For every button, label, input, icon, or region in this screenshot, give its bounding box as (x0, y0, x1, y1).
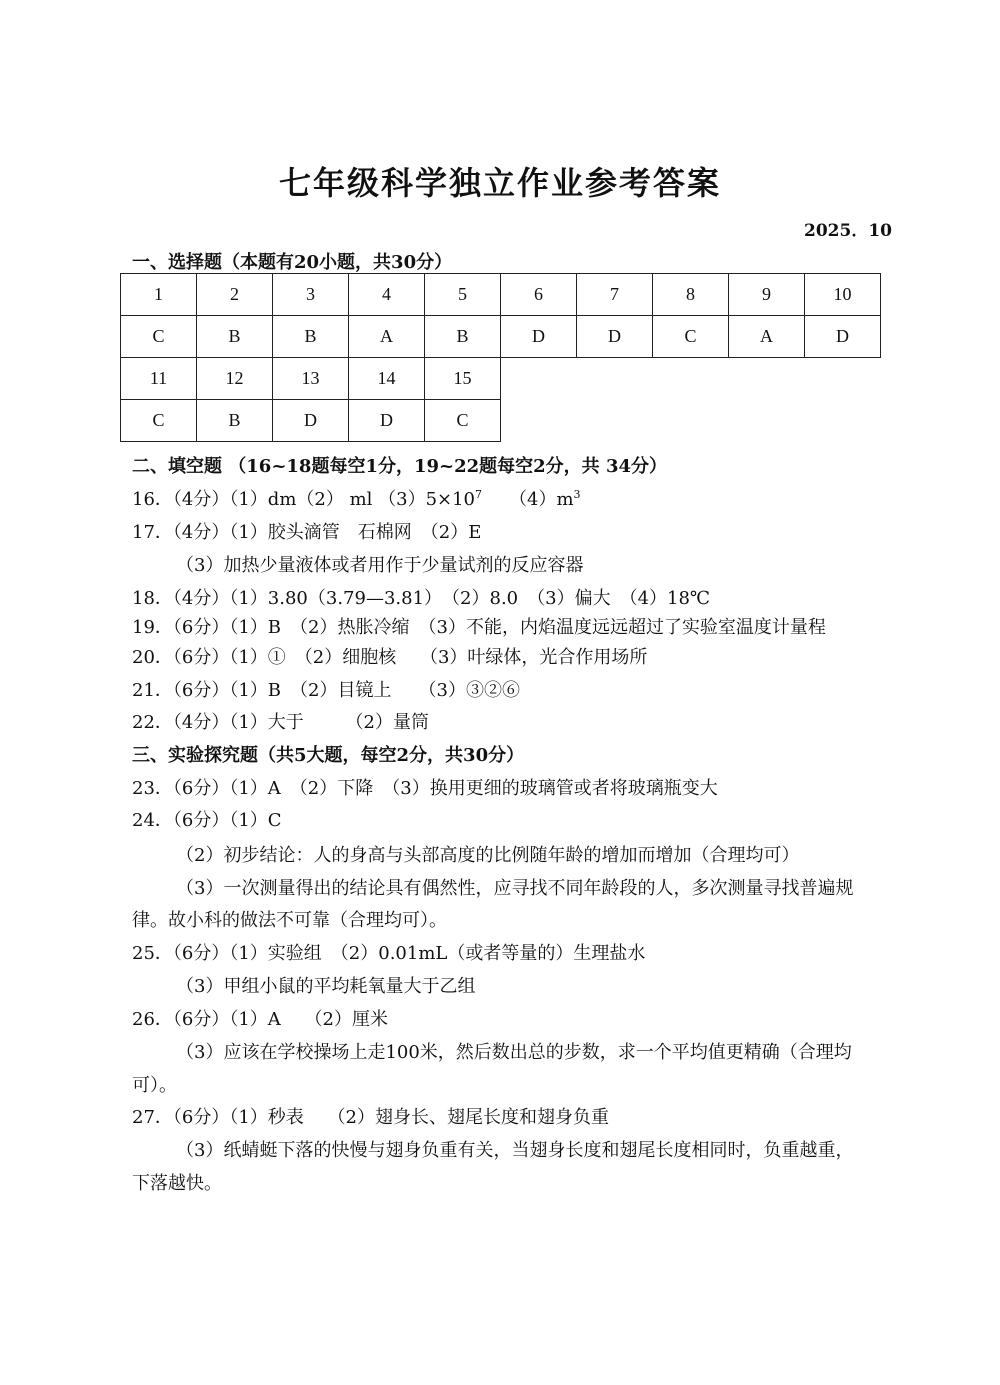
answer-23: 23．（6分）（1）A （2）下降 （3）换用更细的玻璃管或者将玻璃瓶变大 (132, 778, 718, 799)
table-row (121, 316, 881, 358)
answer-26-part3-cont: 可）。 (132, 1075, 177, 1096)
answer-19: 19．（6分）（1）B （2）热胀冷缩 （3）不能，内焰温度远远超过了实验室温度计量程 (132, 617, 826, 638)
question-number: 13 (273, 358, 349, 400)
answer-cell: D (577, 316, 653, 358)
answer-cell: A (729, 316, 805, 358)
answer-26: 26．（6分）（1）A （2）厘米 (132, 1009, 388, 1030)
answer-20: 20．（6分）（1）① （2）细胞核 （3）叶绿体，光合作用场所 (132, 647, 648, 668)
answer-cell: B (425, 316, 501, 358)
question-number: 11 (121, 358, 197, 400)
question-number: 1 (121, 274, 197, 316)
answer-cell: B (197, 316, 273, 358)
question-number: 9 (729, 274, 805, 316)
empty-cell (501, 358, 881, 442)
answer-17-part3: （3）加热少量液体或者用作于少量试剂的反应容器 (176, 555, 584, 576)
question-number: 8 (653, 274, 729, 316)
answer-27-part3: （3）纸蜻蜓下落的快慢与翅身负重有关，当翅身长度和翅尾长度相同时，负重越重， (176, 1140, 854, 1161)
question-number: 10 (805, 274, 881, 316)
question-number: 7 (577, 274, 653, 316)
question-number: 4 (349, 274, 425, 316)
answer-22: 22．（4分）（1）大于 （2）量筒 (132, 712, 429, 733)
answer-cell: C (425, 400, 501, 442)
answer-21: 21．（6分）（1）B （2）目镜上 （3）③②⑥ (132, 680, 520, 701)
answer-cell: C (121, 316, 197, 358)
question-number: 15 (425, 358, 501, 400)
unit-exponent: 3 (573, 488, 581, 501)
answer-cell: B (197, 400, 273, 442)
document-date: 2025．10 (804, 221, 892, 241)
answer-cell: D (273, 400, 349, 442)
page-title: 七年级科学独立作业参考答案 (278, 164, 721, 202)
question-number: 2 (197, 274, 273, 316)
answer-16 (132, 485, 581, 511)
answer-table (120, 273, 881, 442)
table-row (121, 274, 881, 316)
answer-16-unit: （4）m (482, 489, 574, 510)
answer-cell: A (349, 316, 425, 358)
answer-cell: B (273, 316, 349, 358)
answer-cell: D (349, 400, 425, 442)
question-number: 14 (349, 358, 425, 400)
answer-27-part3-cont: 下落越快。 (132, 1173, 222, 1194)
answer-16-text: 16．（4分）（1）dm（2） ml （3）5×10 (132, 489, 476, 510)
question-number: 12 (197, 358, 273, 400)
answer-27: 27．（6分）（1）秒表 （2）翅身长、翅尾长度和翅身负重 (132, 1107, 609, 1128)
answer-24: 24．（6分）（1）C (132, 810, 282, 831)
answer-cell: C (121, 400, 197, 442)
question-number: 5 (425, 274, 501, 316)
answer-cell: D (805, 316, 881, 358)
answer-24-part2: （2）初步结论：人的身高与头部高度的比例随年龄的增加而增加（合理均可） (176, 845, 800, 866)
answer-25-part3: （3）甲组小鼠的平均耗氧量大于乙组 (176, 976, 476, 997)
answer-26-part3: （3）应该在学校操场上走100米，然后数出总的步数，求一个平均值更精确（合理均 (176, 1042, 852, 1063)
answer-24-part3: （3）一次测量得出的结论具有偶然性，应寻找不同年龄段的人，多次测量寻找普遍规 (176, 878, 854, 899)
question-number: 6 (501, 274, 577, 316)
answer-cell: D (501, 316, 577, 358)
answer-cell: C (653, 316, 729, 358)
table-row (121, 358, 881, 400)
answer-25: 25．（6分）（1）实验组 （2）0.01mL（或者等量的）生理盐水 (132, 943, 646, 964)
answer-17: 17．（4分）（1）胶头滴管 石棉网 （2）E (132, 522, 482, 543)
question-number: 3 (273, 274, 349, 316)
section-2-heading: 二、填空题 （16~18题每空1分，19~22题每空2分，共 34分） (132, 456, 667, 477)
exponent: 7 (475, 488, 483, 501)
answer-24-part3-cont: 律。故小科的做法不可靠（合理均可）。 (132, 910, 447, 931)
answer-18: 18．（4分）（1）3.80（3.79—3.81） （2）8.0 （3）偏大 （4）18℃ (132, 588, 711, 609)
section-1-heading: 一、选择题（本题有20小题，共30分） (132, 252, 453, 273)
section-3-heading: 三、实验探究题（共5大题，每空2分，共30分） (132, 745, 525, 766)
